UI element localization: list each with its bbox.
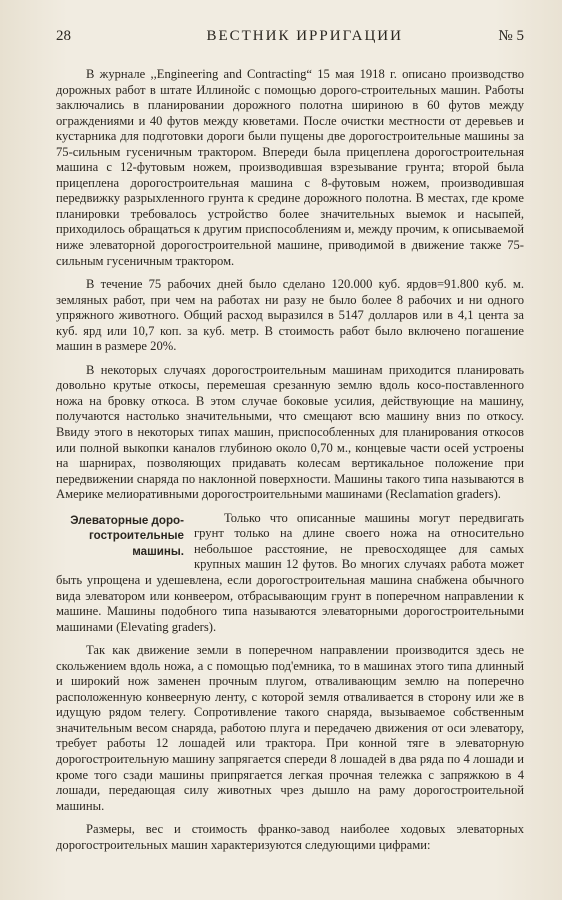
paragraph: В журнале ,,Engineering and Contracting“ 15 мая 1918 г. описано производство дорожных работ в штате Иллинойс с помощью дорого-строительных машин. Работы заключались в планировании дорожного полотна шириною в 60 футов между ограждениями и 40 футов между кюветами. После очистки местности от деревьев и кустарника для подготовки дороги были пущены две дорогостроительные машины за 75-сильным гусеничным трактором. Впереди была прицеплена дорогостроительная машина с 12-футовым ножем, производившая взрезывание грунта; второй была прицеплена дорогостроительная машина с 8-футовым ножем, производившая передвижку разрыхленного грунта к средине дорожного полотна. В местах, где кроме планировки требовалось устройство более значительных выемок и насыпей, приходилось обращаться к другим приспособлениям и, между прочим, к описываемой ниже элеваторной дорогостроительной машине, приводимой в движение также 75-сильным гусеничным трактором.	[56, 67, 524, 268]
paragraph: Размеры, вес и стоимость франко-завод наиболее ходовых элеваторных дорогостроительных машин характеризуются следующими цифрами:	[56, 822, 524, 852]
paragraph: В некоторых случаях дорогостроительным машинам приходится планировать довольно крутые откосы, перемешая срезанную землю вдоль косо-поставленного ножа на бровку откоса. В этом случае боковые усилия, действующие на машину, получаются настолько значительными, что смещают всю машину вниз по откосу. Ввиду этого в некоторых типах машин, приспособленных для планирования откосов или полной выкопки каналов глубиною около 0,70 м., концевые части осей устроены на шарнирах, позволяющих придавать колесам вертикальное положение при передвижении снаряда по наклонной поверхности. Машины такого типа называются в Америке мелиоративными дорогостроительными машинами (Reclamation graders).	[56, 362, 524, 502]
paragraph: Только что описанные машины могут передвигать грунт только на длине своего ножа на относительно небольшое расстояние, не превосходящее для самых крупных машин 12 футов. Во многих случаях работа может быть упрощена и удешевлена, если дорогостроительная машина снабжена обычного вида элеватором или конвеером, отбрасывающим грунт в поперечном направлении к машине. Машины подобного типа называются элеваторными дорогостроительными машинами (Elevating graders).	[56, 510, 524, 634]
paragraph: В течение 75 рабочих дней было сделано 120.000 куб. ярдов=91.800 куб. м. земляных работ, при чем на работах ни разу не было более 8 рабочих и ни одного упряжного животного. Общий расход выразился в 5147 долларов или в 4,1 цента за куб. ярд или 10,7 коп. за куб. метр. В стоимость работ было включено погашение машин в размере 20%.	[56, 277, 524, 354]
issue-number: № 5	[498, 28, 524, 44]
paragraph: Так как движение земли в поперечном направлении производится здесь не скольжением вдоль ножа, а с помощью под'емника, то в машинах этого типа длинный и широкий нож заменен прочным плугом, отваливающим землю на поперечно расположенную конвеерную ленту, с которой земля отваливается в сторону или же в идущую рядом телегу. Сопротивление такого снаряда, вызываемое собственным значительным весом снаряда, работою плуга и передачею движения от оси элеватору, требует работы 12 лошадей или трактора. При конной тяге в элеваторную дорогостроительную машину запрягается спереди 8 лошадей в два ряда по 4 лошади и кроме того сзади машины припрягается легкая прочная тележка с запряжкою в 4 лошади, передающая силу животных чрез дышло на раму дорогостроительной машины.	[56, 643, 524, 813]
running-header	[56, 28, 524, 67]
section-elevating-graders	[56, 511, 524, 643]
article-body	[56, 67, 524, 853]
side-heading: Элеваторные доро-гостроительные машины.	[70, 513, 184, 558]
page-number: 28	[56, 28, 71, 44]
journal-title: ВЕСТНИК ИРРИГАЦИИ	[206, 28, 403, 44]
